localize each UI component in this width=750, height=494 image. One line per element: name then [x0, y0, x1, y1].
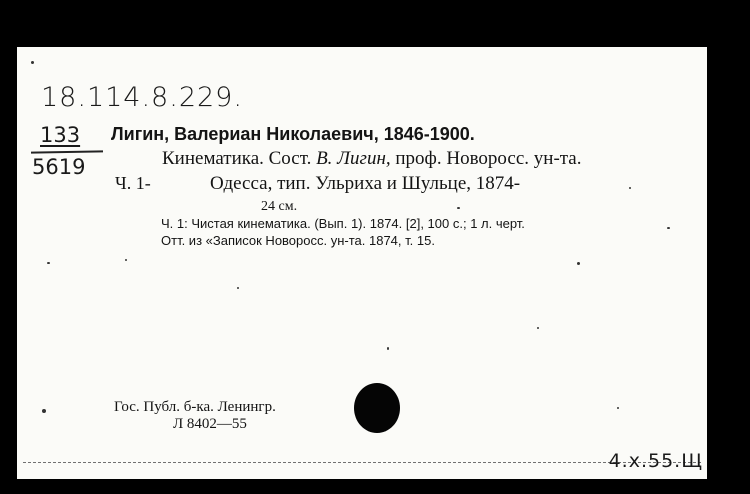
scan-speck [387, 347, 389, 350]
imprint-line: Одесса, тип. Ульриха и Шульце, 1874- [210, 173, 521, 194]
shelf-mark-top: 133 [40, 123, 81, 147]
scan-speck [457, 207, 460, 209]
accession-number: 4.x.55.Щ [608, 450, 703, 472]
scan-speck [577, 262, 580, 265]
library-stamp-name: Гос. Публ. б-ка. Ленингр. [114, 399, 276, 415]
scan-speck [667, 227, 670, 229]
contents-note: Ч. 1: Чистая кинематика. (Вып. 1). 1874. [2], 100 с.; 1 л. черт. [161, 216, 525, 231]
library-stamp-number: Л 8402—55 [173, 416, 247, 432]
shelf-mark-divider [31, 150, 103, 153]
scan-speck [629, 187, 631, 189]
scan-speck [31, 61, 34, 64]
punch-hole [354, 383, 400, 433]
scan-speck [47, 262, 50, 264]
title-main: Кинематика. Сост. [162, 148, 317, 169]
scan-speck [237, 287, 239, 289]
call-number: 18.114.8.229. [41, 82, 243, 113]
volume-label: Ч. 1- [115, 173, 151, 193]
offprint-note: Отт. из «Записок Новоросс. ун-та. 1874, т. 15. [161, 233, 435, 248]
title-line [162, 148, 582, 170]
shelf-mark-bottom: 5619 [32, 155, 86, 179]
scan-speck [125, 259, 127, 261]
author-heading: Лигин, Валериан Николаевич, 1846-1900. [111, 124, 475, 144]
scan-speck [617, 407, 619, 409]
catalog-card [17, 47, 707, 479]
scan-speck [537, 327, 539, 329]
title-author: В. Лигин, [316, 148, 391, 169]
bottom-dashed-rule [23, 462, 701, 463]
title-rest: проф. Новоросс. ун-та. [390, 148, 582, 169]
physical-size: 24 см. [261, 199, 298, 214]
scan-speck [42, 409, 46, 413]
